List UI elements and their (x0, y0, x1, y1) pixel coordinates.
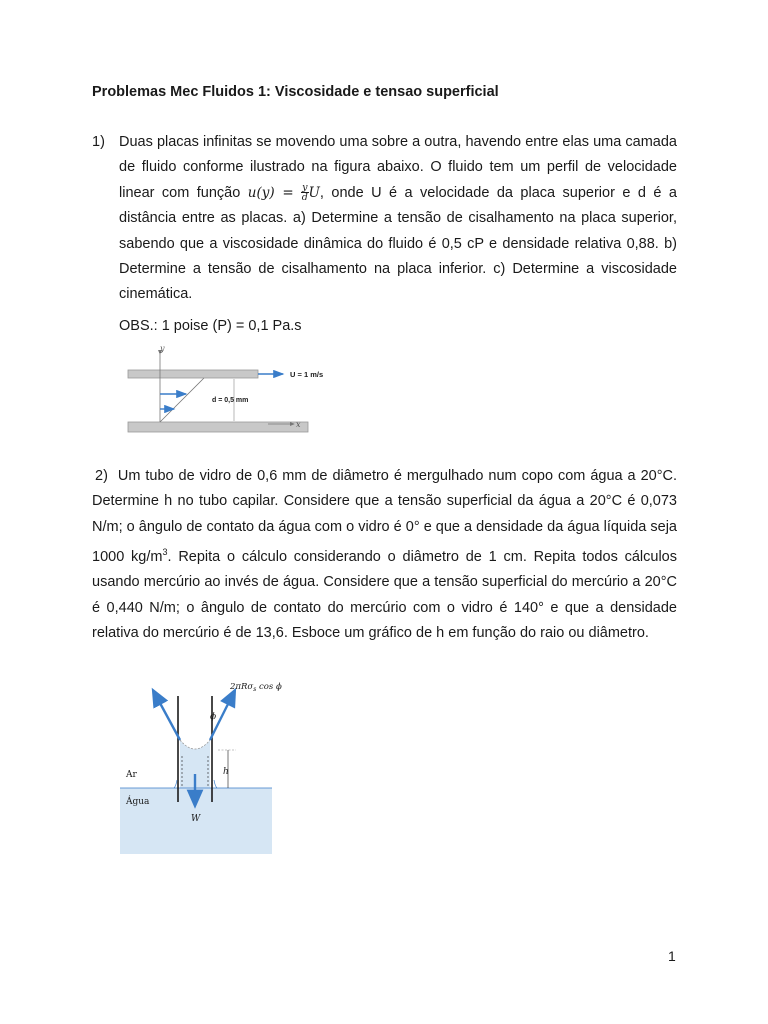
problem-2-text-part2: . Repita o cálculo considerando o diâmetro de 1 cm. Repita todos cálculos usando mercúrio ao invés de água. Considere que a tensão superficial do mercúrio a 20°C é 0,440 N/m; o ângulo de contato do mercúrio com o vidro é 140° e que a densidade relativa do mercúrio é de 13,6. Esboce um gráfico de h em função do raio ou diâmetro. (92, 549, 677, 642)
air-label: Ar (126, 770, 137, 780)
weight-label: W (191, 814, 201, 824)
velocity-label: U = 1 m/s (290, 370, 324, 379)
problem-1 (92, 130, 677, 308)
force-label: 2πRσ$_s$ cos ϕ (230, 682, 282, 693)
problem-2 (92, 464, 677, 647)
water-label: Água (126, 797, 150, 807)
upper-plate (128, 370, 258, 378)
angle-label: ϕ (210, 712, 217, 722)
outer-meniscus-right (214, 780, 217, 788)
problem-2-text-part1: Um tubo de vidro de 0,6 mm de diâmetro é mergulhado num copo com água a 20°C. Determine h no tubo capilar. Considere que a tensão superficial da água a 20°C é 0,073 N/m; o ângulo de contato da água com o vidro é 0° e que a densidade da água líquida seja 1000 kg/m (92, 468, 678, 566)
fraction-denominator: d (301, 192, 308, 204)
problem-1-text-part1: Duas placas infinitas se movendo uma sobre a outra, havendo entre elas uma camada de fluido conforme ilustrado na figura abaixo. O fluido tem um perfil de velocidade linear com função (119, 134, 677, 201)
x-axis-label: x (296, 420, 301, 429)
lower-plate (128, 422, 308, 432)
fraction-numerator: y (302, 182, 308, 194)
tension-arrow-left (154, 692, 180, 740)
capillary-figure (118, 676, 282, 856)
page-number: 1 (668, 948, 676, 964)
problem-1-number: 1) (92, 134, 105, 150)
outer-meniscus-left (174, 780, 177, 788)
height-label: h (223, 767, 229, 777)
y-axis-label: y (160, 344, 165, 353)
problem-1-obs: OBS.: 1 poise (P) = 0,1 Pa.s (119, 318, 302, 334)
problem-2-number: 2) (95, 468, 108, 484)
velocity-formula-rhs: U (308, 184, 320, 201)
problem-1-text (119, 130, 677, 308)
velocity-formula-fraction (301, 183, 308, 202)
velocity-profile-line (160, 378, 204, 422)
gap-label: d = 0,5 mm (212, 397, 249, 404)
problem-2-superscript: 3 (162, 547, 168, 558)
document-title: Problemas Mec Fluidos 1: Viscosidade e tensao superficial (92, 84, 499, 100)
problem-1-text-part2: , onde U é a velocidade da placa superior e d é a distância entre as placas. a) Determine a tensão de cisalhamento na placa superior, sabendo que a viscosidade dinâmica do fluido é 0,5 cP e densidade relativa 0,88. b) Determine a tensão de cisalhamento na placa inferior. c) Determine a viscosidade cinemática. (119, 184, 677, 303)
plates-figure (118, 342, 324, 438)
velocity-formula-lhs: u(y) = (247, 184, 294, 201)
